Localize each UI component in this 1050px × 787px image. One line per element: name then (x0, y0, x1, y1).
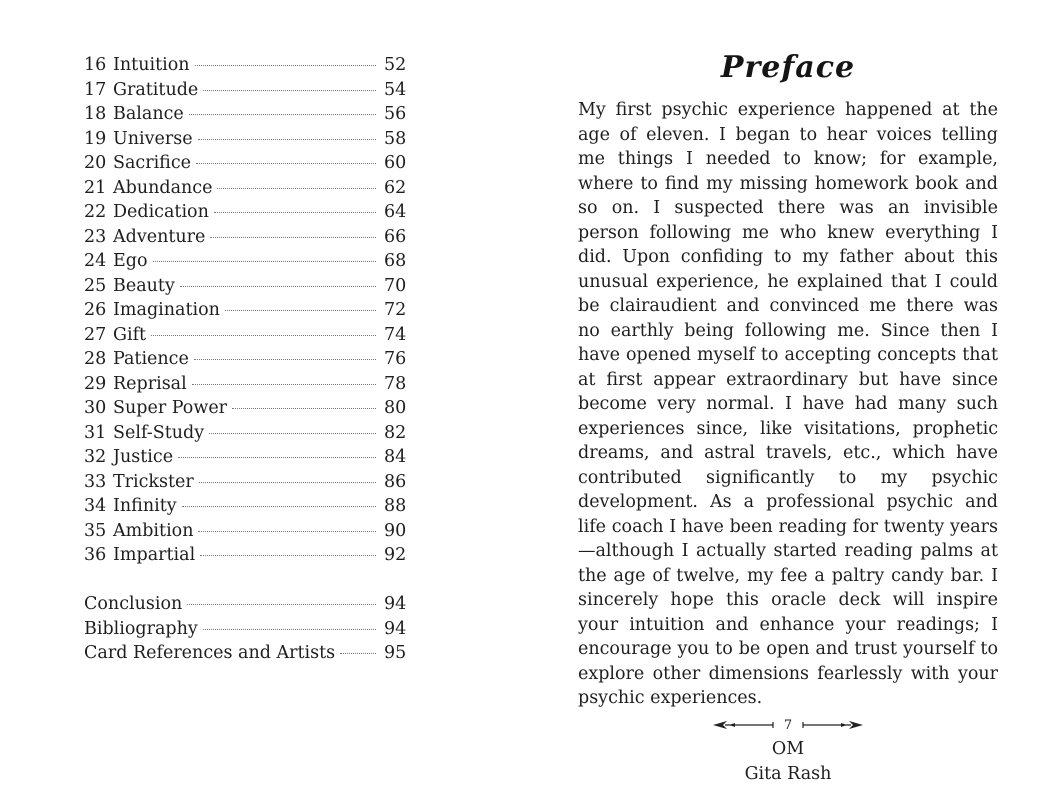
toc-entry (84, 176, 407, 201)
toc-entry-page: 94 (384, 594, 407, 614)
toc-entry-number: 32 (84, 447, 107, 467)
toc-entry-title: Reprisal (113, 373, 187, 394)
toc-entry-page: 84 (384, 447, 407, 467)
toc-entry-title: Adventure (113, 226, 206, 247)
toc-entry-title: Dedication (113, 202, 209, 222)
toc-entry (84, 641, 407, 666)
toc-entry-number: 18 (84, 104, 107, 124)
signoff-block (578, 737, 998, 787)
toc-entry-number: 17 (84, 79, 107, 100)
toc-entry-title: Conclusion (84, 594, 183, 614)
toc-entry-number: 26 (84, 300, 107, 320)
toc-entry-number: 31 (84, 422, 107, 443)
toc-back-matter-list (84, 592, 407, 666)
toc-leader-dots (182, 506, 376, 507)
toc-entry-title: Patience (113, 349, 189, 369)
toc-leader-dots (217, 188, 376, 189)
toc-entry-title: Justice (113, 447, 174, 467)
toc-entry (84, 592, 407, 617)
toc-entry-title: Self-Study (113, 422, 205, 443)
toc-leader-dots (200, 555, 376, 556)
toc-entry (84, 347, 407, 372)
toc-leader-dots (199, 482, 376, 483)
toc-leader-dots (189, 114, 376, 115)
toc-leader-dots (198, 531, 376, 532)
toc-entry-page: 62 (384, 177, 407, 198)
toc-entry-page: 66 (384, 226, 407, 247)
preface-section (578, 50, 998, 787)
toc-entry-number: 36 (84, 545, 107, 565)
toc-entry (84, 617, 407, 642)
toc-entry (84, 421, 407, 446)
toc-entry (84, 200, 407, 225)
toc-entry-number: 22 (84, 202, 107, 222)
toc-leader-dots (198, 139, 376, 140)
toc-leader-dots (195, 65, 376, 66)
author-name: Gita Rash (744, 763, 832, 784)
toc-entry (84, 323, 407, 348)
toc-entry-title: Gratitude (113, 79, 199, 100)
toc-leader-dots (209, 433, 376, 434)
toc-entry-number: 25 (84, 275, 107, 296)
toc-entry-number: 20 (84, 153, 107, 173)
toc-entry-title: Sacrifice (113, 153, 192, 173)
toc-leader-dots (340, 653, 376, 654)
toc-entry-page: 92 (384, 545, 407, 565)
toc-entry-page: 70 (384, 275, 407, 296)
toc-entry-title: Infinity (113, 496, 177, 516)
signoff-om: OM (771, 738, 805, 759)
toc-entry-title: Beauty (113, 275, 175, 296)
table-of-contents (84, 53, 407, 666)
toc-entry-number: 21 (84, 177, 107, 198)
toc-entry-page: 95 (384, 643, 407, 663)
toc-entry (84, 445, 407, 470)
toc-entry-page: 72 (384, 300, 407, 320)
toc-entry-title: Imagination (113, 300, 220, 320)
toc-entry (84, 470, 407, 495)
toc-entry-number: 33 (84, 471, 107, 492)
toc-leader-dots (180, 286, 376, 287)
preface-title: Preface (720, 50, 856, 85)
toc-leader-dots (203, 629, 376, 630)
toc-entry-title: Ego (113, 251, 148, 271)
toc-entry-page: 88 (384, 496, 407, 516)
ornament-arrow-right-icon (801, 719, 865, 731)
toc-entry (84, 274, 407, 299)
toc-entry-title: Card References and Artists (84, 643, 336, 663)
toc-entry (84, 519, 407, 544)
toc-leader-dots (232, 408, 376, 409)
toc-entry-page: 74 (384, 324, 407, 345)
toc-entry-number: 19 (84, 128, 107, 149)
ornament-arrow-left-icon (711, 719, 775, 731)
toc-leader-dots (187, 604, 376, 605)
toc-entry-title: Balance (113, 104, 184, 124)
toc-entry-page: 54 (384, 79, 407, 100)
toc-entry-page: 76 (384, 349, 407, 369)
toc-entry-number: 35 (84, 520, 107, 541)
page-number: 7 (783, 717, 793, 733)
toc-leader-dots (196, 163, 376, 164)
toc-leader-dots (203, 90, 376, 91)
toc-entry (84, 53, 407, 78)
toc-entry-page: 94 (384, 618, 407, 639)
toc-entry-number: 34 (84, 496, 107, 516)
toc-entry-number: 30 (84, 398, 107, 418)
toc-entry-page: 80 (384, 398, 407, 418)
toc-entry-page: 82 (384, 422, 407, 443)
toc-entry-title: Bibliography (84, 618, 198, 639)
toc-entry (84, 543, 407, 568)
toc-entry-page: 64 (384, 202, 407, 222)
toc-entry-title: Intuition (113, 55, 190, 75)
toc-entry-number: 23 (84, 226, 107, 247)
toc-spacer (84, 568, 404, 593)
toc-leader-dots (151, 335, 376, 336)
preface-body: My first psychic experience happened at the age of eleven. I began to hear voices telling me things I needed to know; for example, where to find my missing homework book and so on. I suspected there was an invisible person following me who knew everything I did. Upon confiding to my father about this unusual experience, he explained that I could be clairaudient and convinced me there was no earthly being following me. Since then I have opened myself to accepting concepts that at first appear extraordinary but have since become very normal. I have had many such experiences since, like visitations, prophetic dreams, and astral travels, etc., which have contributed significantly to my psychic development. As a professional psychic and life coach I have been reading for twenty years—although I actually started reading palms at the age of twelve, my fee a paltry candy bar. I sincerely hope this oracle deck will inspire your intuition and enhance your readings; I encourage you to be open and trust yourself to explore other dimensions fearlessly with your psychic experiences. (578, 100, 998, 708)
toc-entry-number: 28 (84, 349, 107, 369)
toc-entry-page: 56 (384, 104, 407, 124)
toc-entry-number: 29 (84, 373, 107, 394)
toc-entry-title: Impartial (113, 545, 196, 565)
toc-leader-dots (192, 384, 376, 385)
toc-entry (84, 396, 407, 421)
toc-entry-title: Super Power (113, 398, 228, 418)
toc-entry (84, 127, 407, 152)
toc-entry-number: 24 (84, 251, 107, 271)
toc-leader-dots (194, 359, 376, 360)
toc-entry (84, 298, 407, 323)
toc-entry-page: 60 (384, 153, 407, 173)
toc-entry-title: Universe (113, 128, 193, 149)
page-folio (708, 712, 868, 738)
toc-entry-title: Ambition (113, 520, 194, 541)
toc-entry (84, 78, 407, 103)
toc-entry-page: 58 (384, 128, 407, 149)
toc-entry-title: Abundance (113, 177, 213, 198)
toc-entry-page: 86 (384, 471, 407, 492)
toc-entry (84, 249, 407, 274)
toc-entry-page: 52 (384, 55, 407, 75)
toc-leader-dots (225, 310, 376, 311)
toc-entry-title: Trickster (113, 471, 194, 492)
toc-entry-page: 68 (384, 251, 407, 271)
toc-entry (84, 372, 407, 397)
toc-entry-title: Gift (113, 324, 147, 345)
toc-leader-dots (214, 212, 376, 213)
toc-chapter-list (84, 53, 407, 568)
toc-entry (84, 151, 407, 176)
toc-entry (84, 225, 407, 250)
toc-entry (84, 494, 407, 519)
toc-entry (84, 102, 407, 127)
toc-leader-dots (153, 261, 376, 262)
toc-entry-page: 90 (384, 520, 407, 541)
toc-entry-page: 78 (384, 373, 407, 394)
toc-leader-dots (178, 457, 376, 458)
toc-entry-number: 16 (84, 55, 107, 75)
toc-leader-dots (210, 237, 376, 238)
toc-entry-number: 27 (84, 324, 107, 345)
